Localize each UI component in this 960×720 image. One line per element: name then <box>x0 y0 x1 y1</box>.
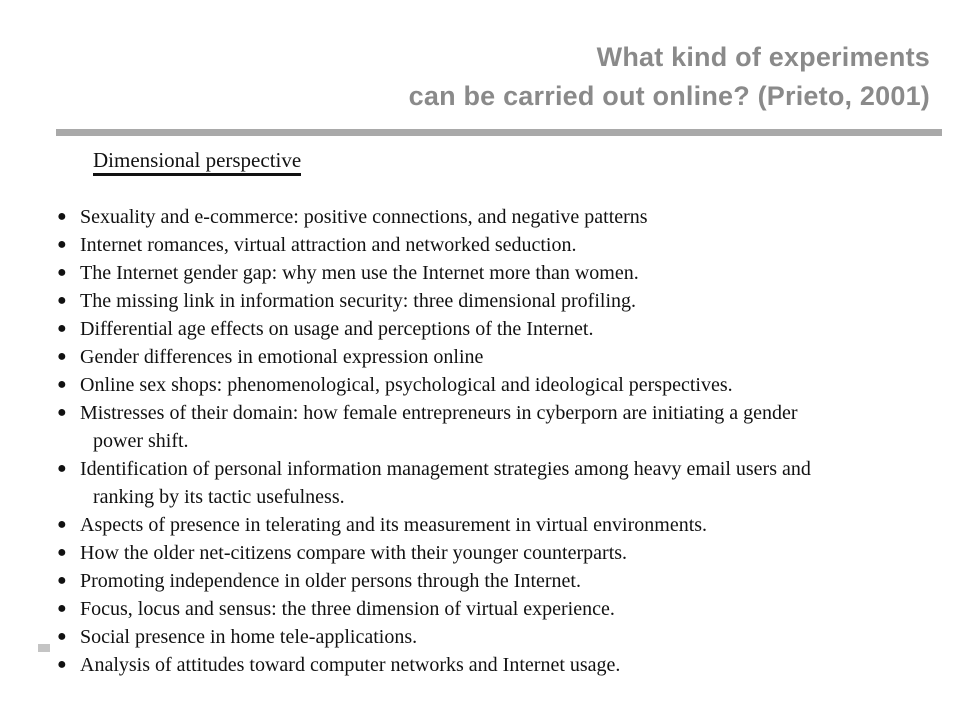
title-line-2: can be carried out online? (Prieto, 2001) <box>408 81 930 111</box>
list-item <box>55 203 955 231</box>
list-item <box>55 455 955 511</box>
side-marker <box>38 644 50 652</box>
bullet-icon: ● <box>57 544 67 561</box>
topic-list <box>55 203 955 679</box>
list-item <box>55 343 955 371</box>
list-item-text: Sexuality and e-commerce: positive connections, and negative patterns <box>80 206 648 228</box>
title-divider <box>56 129 942 136</box>
list-item <box>55 595 955 623</box>
list-item-text: Focus, locus and sensus: the three dimension of virtual experience. <box>80 598 615 620</box>
list-item-continuation: ranking by its tactic usefulness. <box>93 486 345 508</box>
list-item <box>55 651 955 679</box>
list-item-text: The Internet gender gap: why men use the Internet more than women. <box>80 262 639 284</box>
list-item-text: How the older net-citizens compare with their younger counterparts. <box>80 542 628 564</box>
section-heading: Dimensional perspective <box>93 148 301 176</box>
list-item-text: The missing link in information security: three dimensional profiling. <box>80 290 637 312</box>
list-item-text: Identification of personal information management strategies among heavy email users and <box>80 458 811 480</box>
bullet-icon: ● <box>57 516 67 533</box>
list-item <box>55 539 955 567</box>
bullet-icon: ● <box>57 292 67 309</box>
list-item-text: Differential age effects on usage and perceptions of the Internet. <box>80 318 594 340</box>
bullet-icon: ● <box>57 460 67 477</box>
list-item <box>55 231 955 259</box>
list-item <box>55 623 955 651</box>
bullet-icon: ● <box>57 376 67 393</box>
list-item-continuation: power shift. <box>93 430 189 452</box>
bullet-icon: ● <box>57 208 67 225</box>
list-item-text: Internet romances, virtual attraction and networked seduction. <box>80 234 577 256</box>
bullet-icon: ● <box>57 600 67 617</box>
list-item-text: Analysis of attitudes toward computer networks and Internet usage. <box>80 654 621 676</box>
list-item-text: Mistresses of their domain: how female entrepreneurs in cyberporn are initiating a gender <box>80 402 798 424</box>
bullet-icon: ● <box>57 628 67 645</box>
list-item <box>55 259 955 287</box>
list-item-text: Social presence in home tele-applications. <box>80 626 418 648</box>
list-item-text: Online sex shops: phenomenological, psychological and ideological perspectives. <box>80 374 733 396</box>
list-item <box>55 567 955 595</box>
slide-title <box>409 38 930 116</box>
bullet-icon: ● <box>57 264 67 281</box>
bullet-icon: ● <box>57 348 67 365</box>
title-line-1: What kind of experiments <box>596 42 930 72</box>
list-item <box>55 399 955 455</box>
list-item <box>55 511 955 539</box>
bullet-icon: ● <box>57 656 67 673</box>
list-item <box>55 287 955 315</box>
list-item-text: Aspects of presence in telerating and its measurement in virtual environments. <box>80 514 708 536</box>
list-item-text: Gender differences in emotional expression online <box>80 346 484 368</box>
bullet-icon: ● <box>57 404 67 421</box>
bullet-icon: ● <box>57 236 67 253</box>
bullet-icon: ● <box>57 572 67 589</box>
list-item <box>55 315 955 343</box>
list-item <box>55 371 955 399</box>
list-item-text: Promoting independence in older persons through the Internet. <box>80 570 581 592</box>
bullet-icon: ● <box>57 320 67 337</box>
